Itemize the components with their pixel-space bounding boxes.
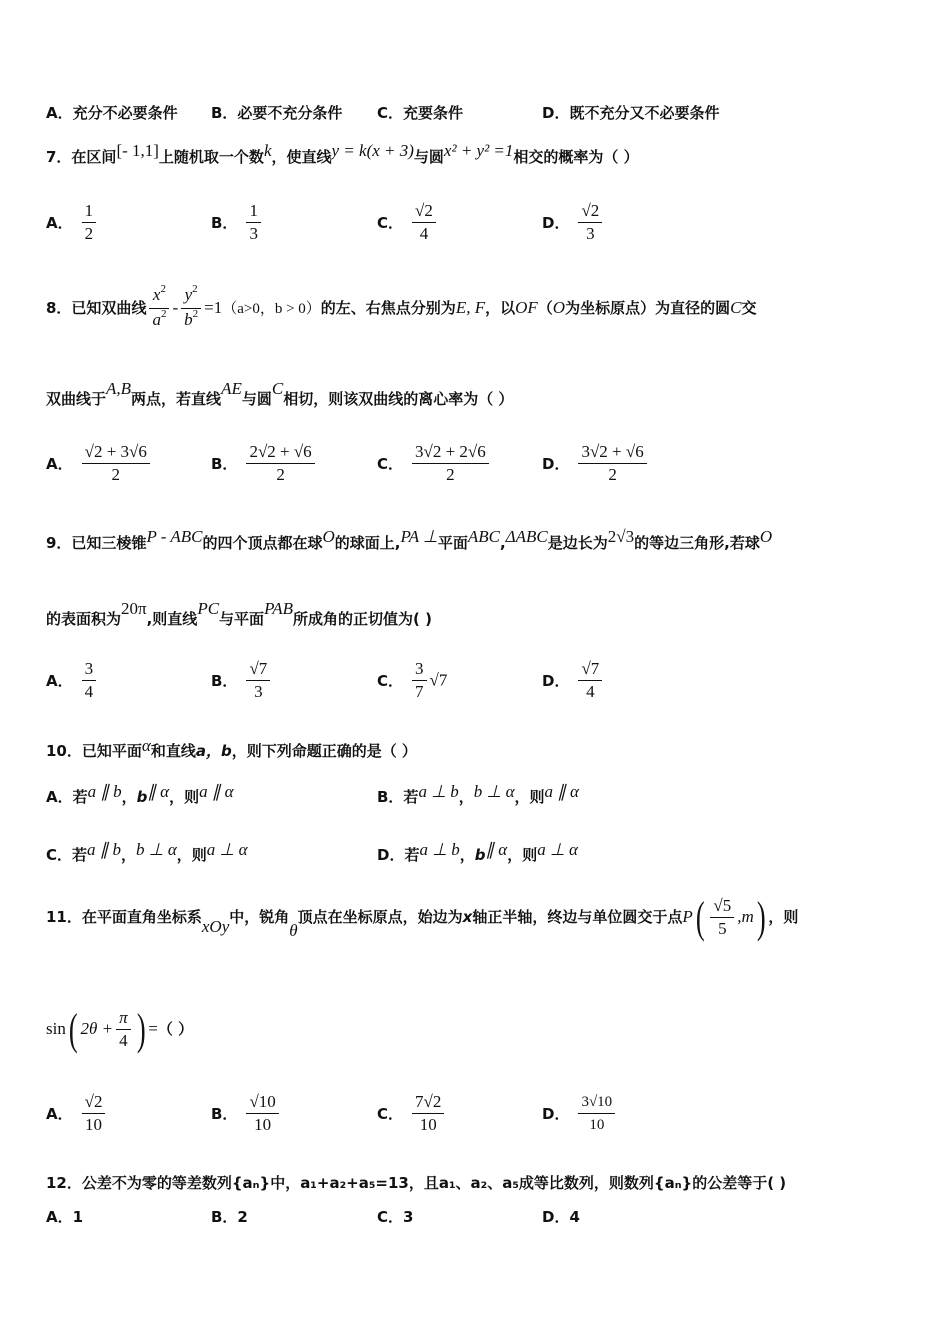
q10-option-a: A．若a ∥ b，b∥ α，则a ∥ α bbox=[46, 782, 234, 806]
q6-option-d: D．既不充分又不必要条件 bbox=[542, 104, 720, 122]
q11-option-d: D． $\frac{3√10}{10}$ bbox=[542, 1091, 618, 1136]
q6-option-b: B．必要不充分条件 bbox=[211, 104, 343, 122]
q8-stem-line2: 双曲线于A,B两点，若直线AE与圆C相切，则该双曲线的离心率为（ ） bbox=[46, 379, 514, 408]
q9-option-d: D． $\frac{√7}{4}$ bbox=[542, 658, 605, 703]
hyperbola-eq-y: $\frac{y^2}{b^2}$ bbox=[181, 284, 201, 333]
q6-option-a: A．充分不必要条件 bbox=[46, 104, 178, 122]
q7-option-a: A． $\frac{1}{2}$ bbox=[46, 200, 99, 245]
q10-option-d: D．若a ⊥ b，b∥ α，则a ⊥ α bbox=[377, 840, 578, 864]
q8-stem-line1: 8．已知双曲线 $\frac{x^2}{a^2}$ - $\frac{y^2}{b^2}$ =1（a>0，b > 0）的左、右焦点分别为E, F，以OF（O为坐标原点）为直径的圆C交 bbox=[46, 284, 756, 333]
q11-option-c: C． $\frac{7√2}{10}$ bbox=[377, 1091, 447, 1136]
q7-option-d: D． $\frac{√2}{3}$ bbox=[542, 200, 605, 245]
q8-option-a: A． $\frac{√2 + 3√6}{2}$ bbox=[46, 441, 153, 486]
q9-stem-line1: 9．已知三棱锥P - ABC的四个顶点都在球O的球面上,PA ⊥平面ABC,ΔABC是边长为2√3的等边三角形,若球O bbox=[46, 527, 773, 552]
q7-stem: 7．在区间[- 1,1]上随机取一个数k，使直线y = k(x + 3)与圆x² + y² =1相交的概率为（ ） bbox=[46, 141, 639, 166]
q8-option-c: C． $\frac{3√2 + 2√6}{2}$ bbox=[377, 441, 492, 486]
q9-option-c: C． $\frac{3}{7}$ √7 bbox=[377, 659, 448, 701]
q9-option-b: B． $\frac{√7}{3}$ bbox=[211, 658, 273, 703]
q11-stem-line1: 11．在平面直角坐标系xOy中，锐角θ顶点在坐标原点，始边为x轴正半轴，终边与单位圆交于点P( $\frac{√5}{5}$ ,m) ，则 bbox=[46, 893, 799, 942]
q12-option-c: C．3 bbox=[377, 1208, 414, 1226]
q10-option-b: B．若a ⊥ b，b ⊥ α，则a ∥ α bbox=[377, 782, 579, 806]
q12-stem: 12．公差不为零的等差数列{aₙ}中，a₁+a₂+a₅=13，且a₁、a₂、a₅成等比数列，则数列{aₙ}的公差等于( ) bbox=[46, 1174, 787, 1192]
q10-stem: 10．已知平面α和直线a，b，则下列命题正确的是（ ） bbox=[46, 736, 417, 760]
q9-stem-line2: 的表面积为20π,则直线PC与平面PAB所成角的正切值为( ) bbox=[46, 599, 432, 628]
q7-option-b: B． $\frac{1}{3}$ bbox=[211, 200, 264, 245]
q12-option-a: A．1 bbox=[46, 1208, 84, 1226]
q8-option-b: B． $\frac{2√2 + √6}{2}$ bbox=[211, 441, 318, 486]
q10-option-c: C．若a ∥ b，b ⊥ α，则a ⊥ α bbox=[46, 840, 248, 864]
q6-option-c: C．充要条件 bbox=[377, 104, 464, 122]
q7-option-c: C． $\frac{√2}{4}$ bbox=[377, 200, 439, 245]
hyperbola-eq-x: $\frac{x^2}{a^2}$ bbox=[149, 284, 169, 333]
q8-option-d: D． $\frac{3√2 + √6}{2}$ bbox=[542, 441, 650, 486]
q12-option-d: D．4 bbox=[542, 1208, 580, 1226]
q9-option-a: A． $\frac{3}{4}$ bbox=[46, 658, 99, 703]
q12-option-b: B．2 bbox=[211, 1208, 248, 1226]
q11-stem-line2: sin( 2θ + $\frac{\pi}{4}$ ) =（ ） bbox=[46, 1005, 194, 1054]
q11-option-a: A． $\frac{√2}{10}$ bbox=[46, 1091, 108, 1136]
q11-option-b: B． $\frac{√10}{10}$ bbox=[211, 1091, 282, 1136]
